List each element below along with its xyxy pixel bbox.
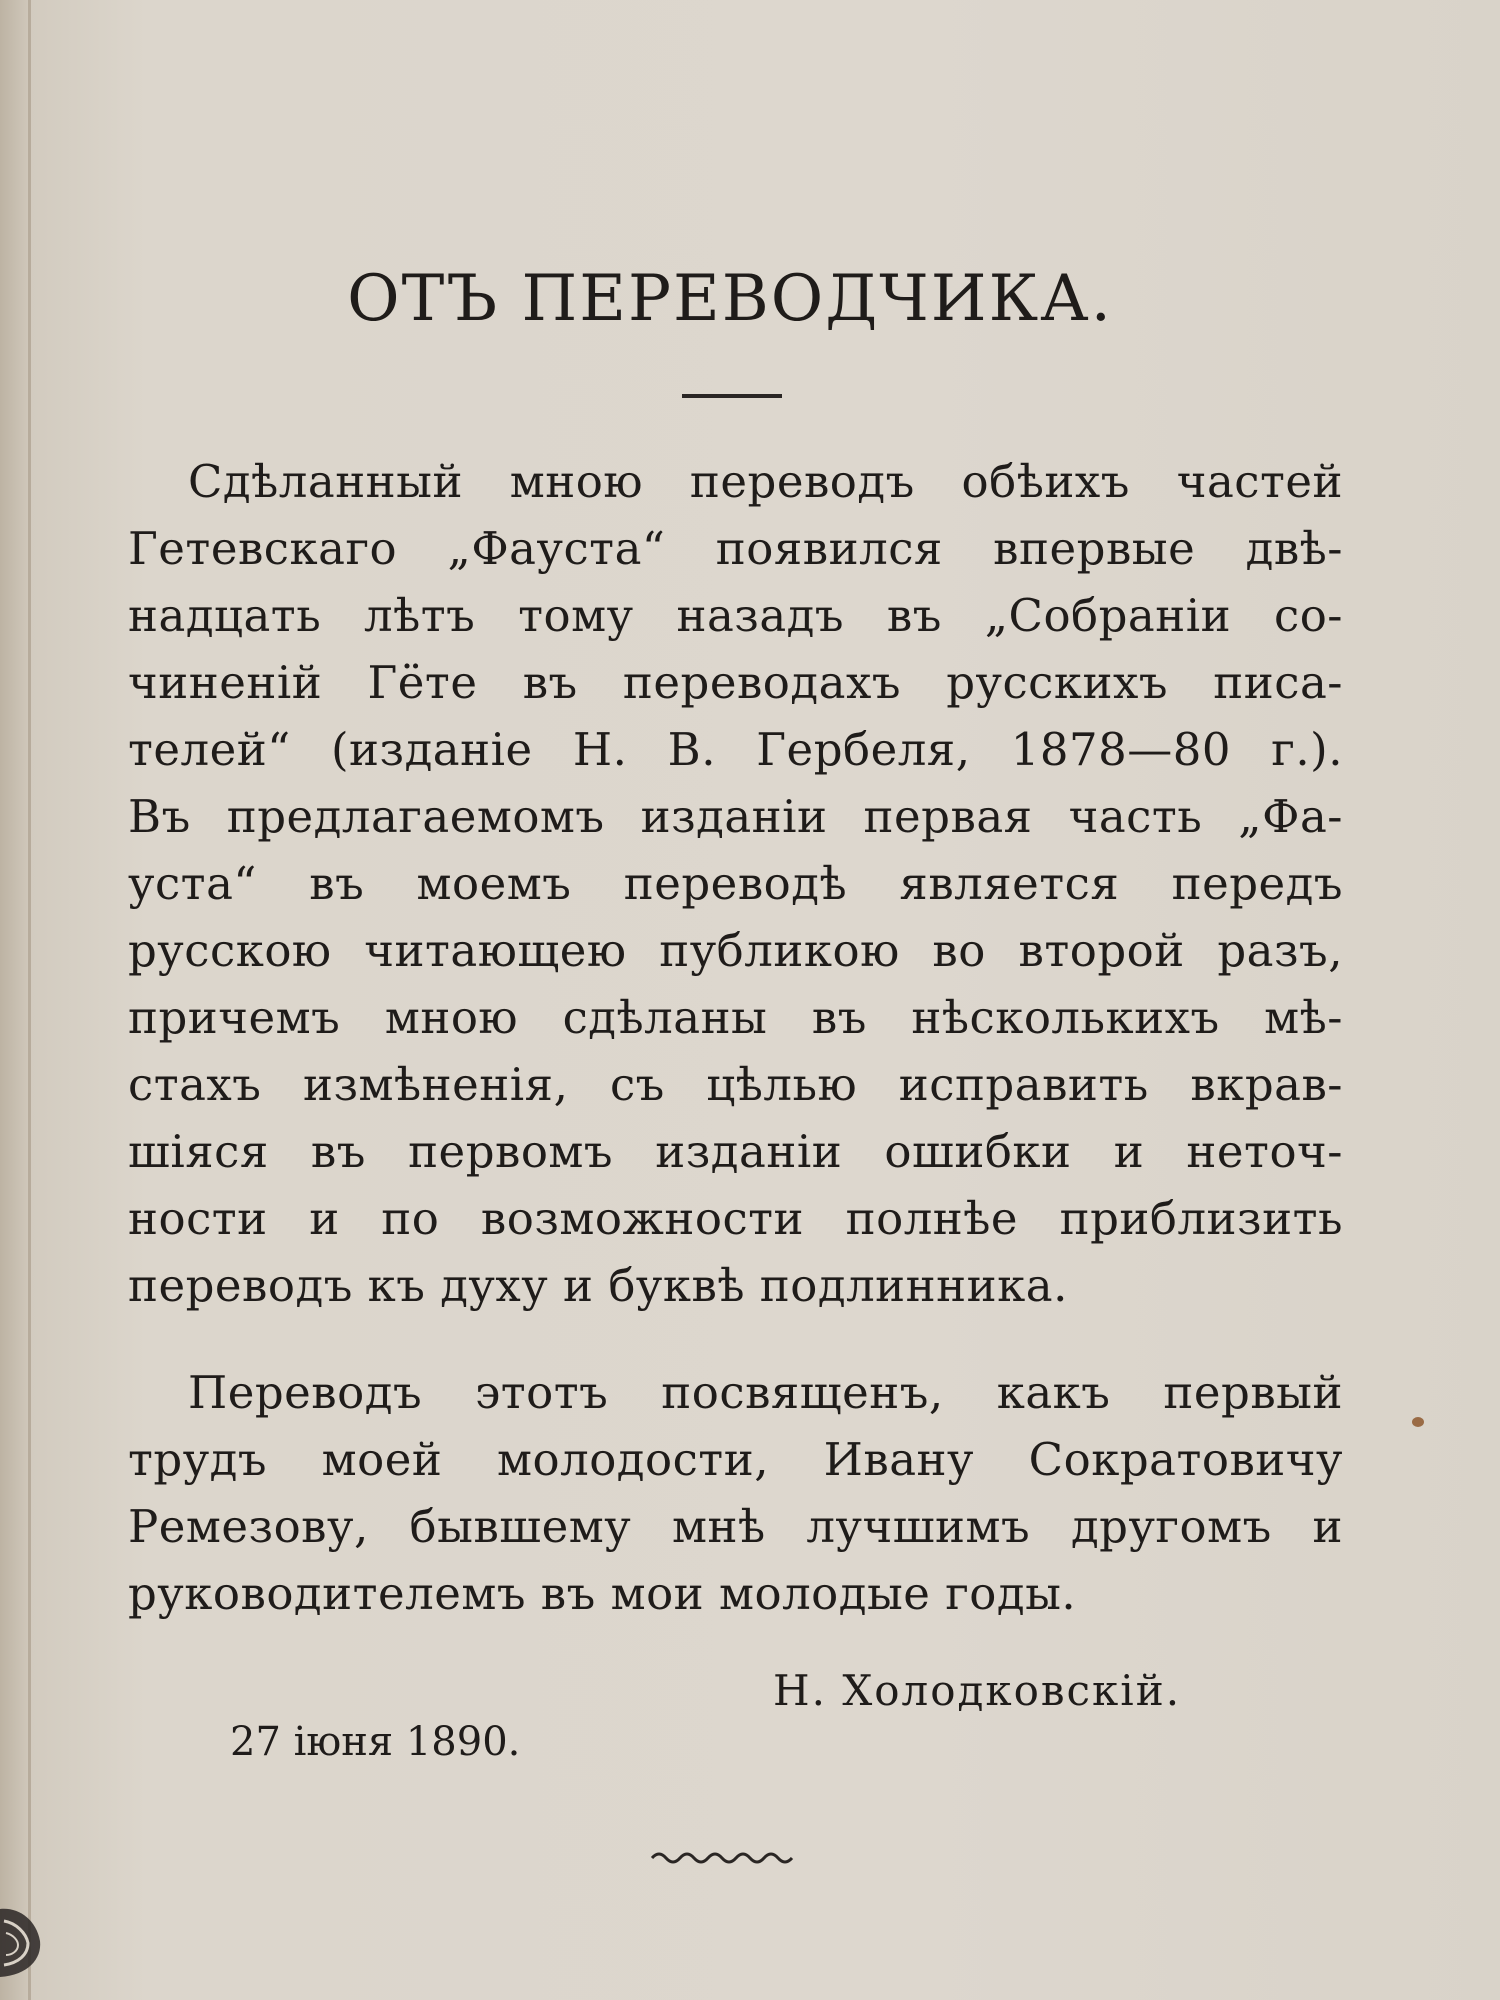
- signature: Н. Холодковскій.: [773, 1666, 1182, 1715]
- text-line: руководителемъ въ мои молодые годы.: [128, 1567, 1077, 1620]
- text-line: стахъ измѣненія, съ цѣлью исправить вкрав-: [128, 1058, 1343, 1111]
- text-line: переводъ къ духу и буквѣ подлинника.: [128, 1259, 1068, 1312]
- library-stamp-icon: [0, 1903, 44, 1981]
- text-line: трудъ моей молодости, Ивану Сократовичу: [128, 1433, 1343, 1486]
- title-divider: [682, 394, 782, 398]
- text-line: Ремезову, бывшему мнѣ лучшимъ другомъ и: [128, 1500, 1343, 1553]
- text-line: ности и по возможности полнѣе приблизить: [128, 1192, 1343, 1245]
- text-line: телей“ (изданіе Н. В. Гербеля, 1878—80 г.).: [128, 723, 1343, 776]
- paragraph-2: [128, 1359, 1343, 1627]
- tilde-ornament-icon: [650, 1845, 800, 1867]
- text-line: уста“ въ моемъ переводѣ является передъ: [128, 857, 1343, 910]
- text-line: русскою читающею публикою во второй разъ,: [128, 924, 1343, 977]
- text-line: Гетевскаго „Фауста“ появился впервые двѣ-: [128, 522, 1343, 575]
- page-edge: [28, 0, 31, 2000]
- text-line: причемъ мною сдѣланы въ нѣсколькихъ мѣ-: [128, 991, 1343, 1044]
- paragraph-1: [128, 448, 1343, 1319]
- text-line: Въ предлагаемомъ изданіи первая часть „Фа-: [128, 790, 1343, 843]
- text-line: Сдѣланный мною переводъ обѣихъ частей: [188, 455, 1343, 508]
- text-line: надцать лѣтъ тому назадъ въ „Собраніи со-: [128, 589, 1343, 642]
- page-title: ОТЪ ПЕРЕВОДЧИКА.: [347, 262, 1113, 336]
- paper-speck: [1412, 1417, 1424, 1427]
- text-line: чиненій Гёте въ переводахъ русскихъ писа-: [128, 656, 1343, 709]
- text-line: шіяся въ первомъ изданіи ошибки и неточ-: [128, 1125, 1343, 1178]
- text-line: Переводъ этотъ посвященъ, какъ первый: [188, 1366, 1343, 1419]
- date-line: 27 іюня 1890.: [230, 1719, 521, 1765]
